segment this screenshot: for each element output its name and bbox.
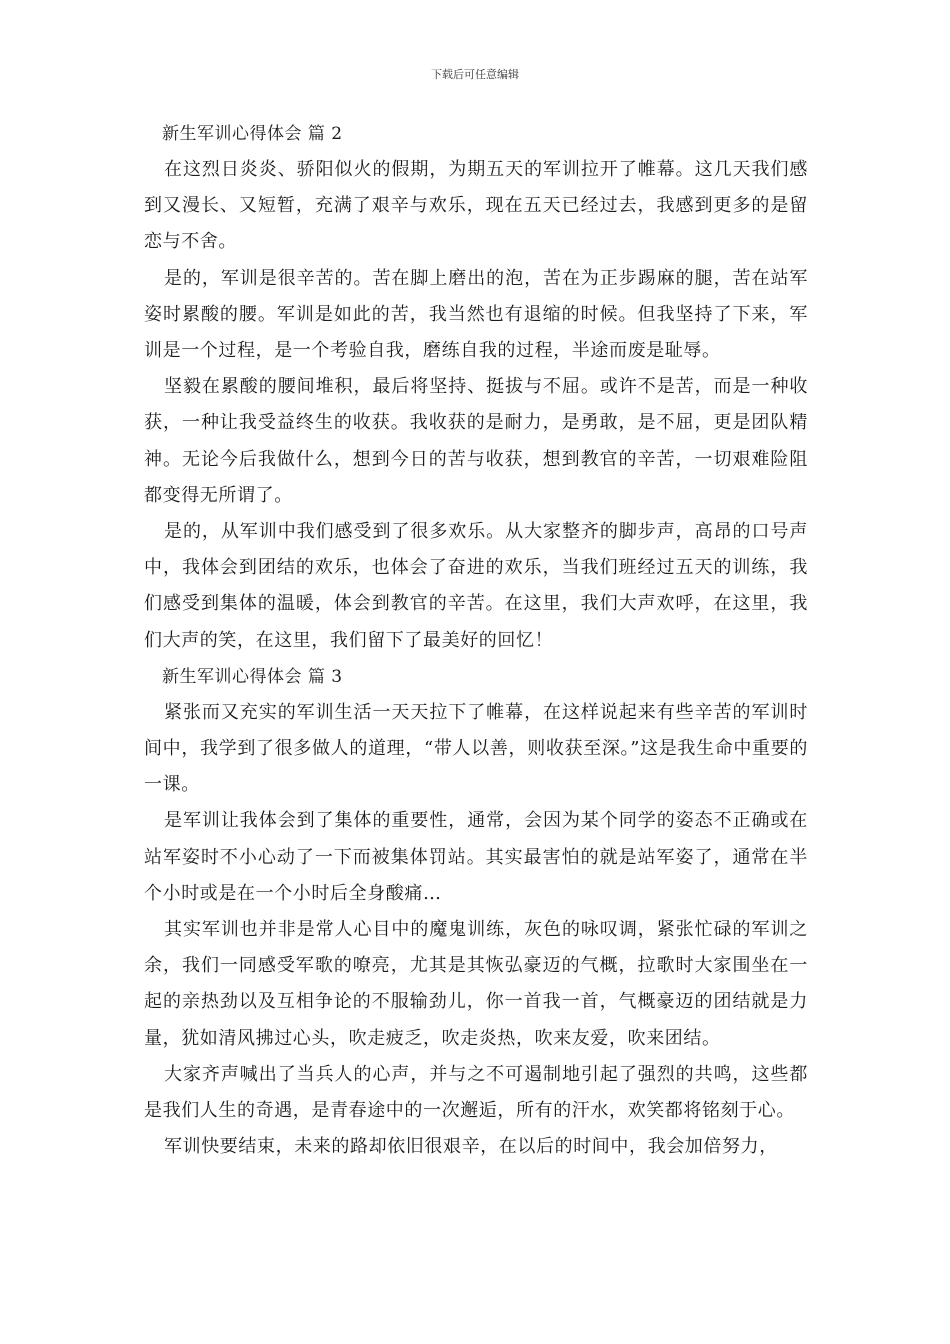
- paragraph: 坚毅在累酸的腰间堆积，最后将坚持、挺拔与不屈。或许不是苦，而是一种收获，一种让我受益终生的收获。我收获的是耐力，是勇敢，是不屈，更是团队精神。无论今后我做什么，想到今日的苦与收获，想到教官的辛苦，一切艰难险阻都变得无所谓了。: [144, 376, 808, 506]
- paragraph: 军训快要结束，未来的路却依旧很艰辛，在以后的时间中，我会加倍努力，: [164, 1136, 778, 1158]
- paragraph: 是的，从军训中我们感受到了很多欢乐。从大家整齐的脚步声，高昂的口号声中，我体会到团结的欢乐，也体会了奋进的欢乐，当我们班经过五天的训练，我们感受到集体的温暖，体会到教官的辛苦。在这里，我们大声欢呼，在这里，我们大声的笑，在这里，我们留下了最美好的回忆！: [144, 521, 808, 651]
- paragraph: 是的，军训是很辛苦的。苦在脚上磨出的泡，苦在为正步踢麻的腿，苦在站军姿时累酸的腰。军训是如此的苦，我当然也有退缩的时候。但我坚持了下来，军训是一个过程，是一个考验自我，磨练自我的过程，半途而废是耻辱。: [144, 267, 808, 362]
- paragraph: 是军训让我体会到了集体的重要性，通常，会因为某个同学的姿态不正确或在站军姿时不小心动了一下而被集体罚站。其实最害怕的就是站军姿了，通常在半个小时或是在一个小时后全身酸痛…: [144, 810, 808, 904]
- document-body: [144, 116, 808, 1165]
- paragraph: 大家齐声喊出了当兵人的心声，并与之不可遏制地引起了强烈的共鸣，这些都是我们人生的奇遇，是青春途中的一次邂逅，所有的汗水，欢笑都将铭刻于心。: [144, 1063, 808, 1122]
- section-title-2: 新生军训心得体会 篇 2: [162, 124, 343, 144]
- section-title-3: 新生军训心得体会 篇 3: [162, 666, 343, 687]
- paragraph: 在这烈日炎炎、骄阳似火的假期，为期五天的军训拉开了帷幕。这几天我们感到又漫长、又短暂，充满了艰辛与欢乐，现在五天已经过去，我感到更多的是留恋与不舍。: [144, 159, 808, 253]
- paragraph: 紧张而又充实的军训生活一天天拉下了帷幕，在这样说起来有些辛苦的军训时间中，我学到了很多做人的道理，“带人以善，则收获至深。”这是我生命中重要的一课。: [144, 701, 808, 796]
- page-header: 下载后可任意编辑: [431, 68, 519, 81]
- paragraph: 其实军训也并非是常人心目中的魔鬼训练，灰色的咏叹调，紧张忙碌的军训之余，我们一同感受军歌的嘹亮，尤其是其恢弘豪迈的气概，拉歌时大家围坐在一起的亲热劲以及互相争论的不服输劲儿，你一首我一首，气概豪迈的团结就是力量，犹如清风拂过心头，吹走疲乏，吹走炎热，吹来友爱，吹来团结。: [144, 919, 808, 1049]
